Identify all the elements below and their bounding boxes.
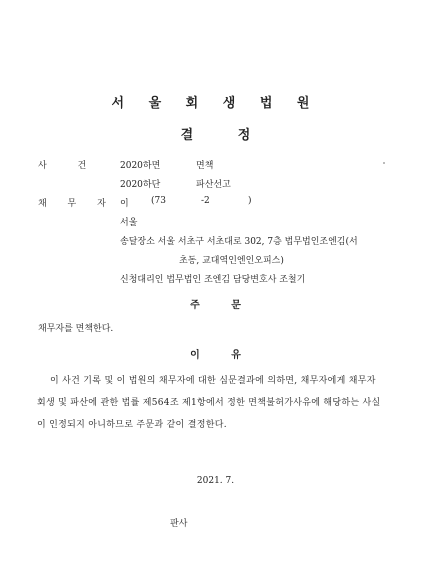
reason-line-3: 이 인정되지 아니하므로 주문과 같이 결정한다. <box>37 420 227 430</box>
case-type-1: 면책 <box>196 161 214 171</box>
debtor-id-close: ) <box>248 196 252 206</box>
case-label: 사 건 <box>38 161 101 171</box>
court-name: 서 울 회 생 법 원 <box>111 96 320 111</box>
order-heading: 주 문 <box>190 300 241 311</box>
scan-artifact <box>383 162 385 164</box>
judge-label: 판사 <box>170 519 188 529</box>
debtor-id-part-2: -2 <box>201 196 210 206</box>
document-title: 결 정 <box>180 128 251 143</box>
debtor-name: 이 <box>120 199 129 209</box>
case-number-1: 2020하면 <box>120 161 161 171</box>
service-address-line-2: 초동, 교대역인엔인오피스) <box>179 256 284 266</box>
reason-heading: 이 유 <box>190 350 241 361</box>
order-text: 채무자를 면책한다. <box>38 324 114 334</box>
reason-line-1: 이 사건 기록 및 이 법원의 채무자에 대한 심문결과에 의하면, 채무자에게 채무자 <box>50 376 376 386</box>
case-number-2: 2020하단 <box>120 180 161 190</box>
debtor-id-part-1: (73 <box>151 196 166 206</box>
attorney-line: 신청대리인 법무법인 조엔김 담당변호사 조철기 <box>120 275 306 285</box>
case-type-2: 파산선고 <box>196 180 231 190</box>
debtor-label: 채 무 자 <box>38 199 115 209</box>
reason-line-2: 회생 및 파산에 관한 법률 제564조 제1항에서 정한 면책불허가사유에 해당하는 사실 <box>37 398 381 408</box>
debtor-address: 서울 <box>120 218 138 228</box>
service-address-line-1: 송달장소 서울 서초구 서초대로 302, 7층 법무법인조엔김(서 <box>120 237 358 247</box>
decision-date: 2021. 7. <box>196 476 235 486</box>
